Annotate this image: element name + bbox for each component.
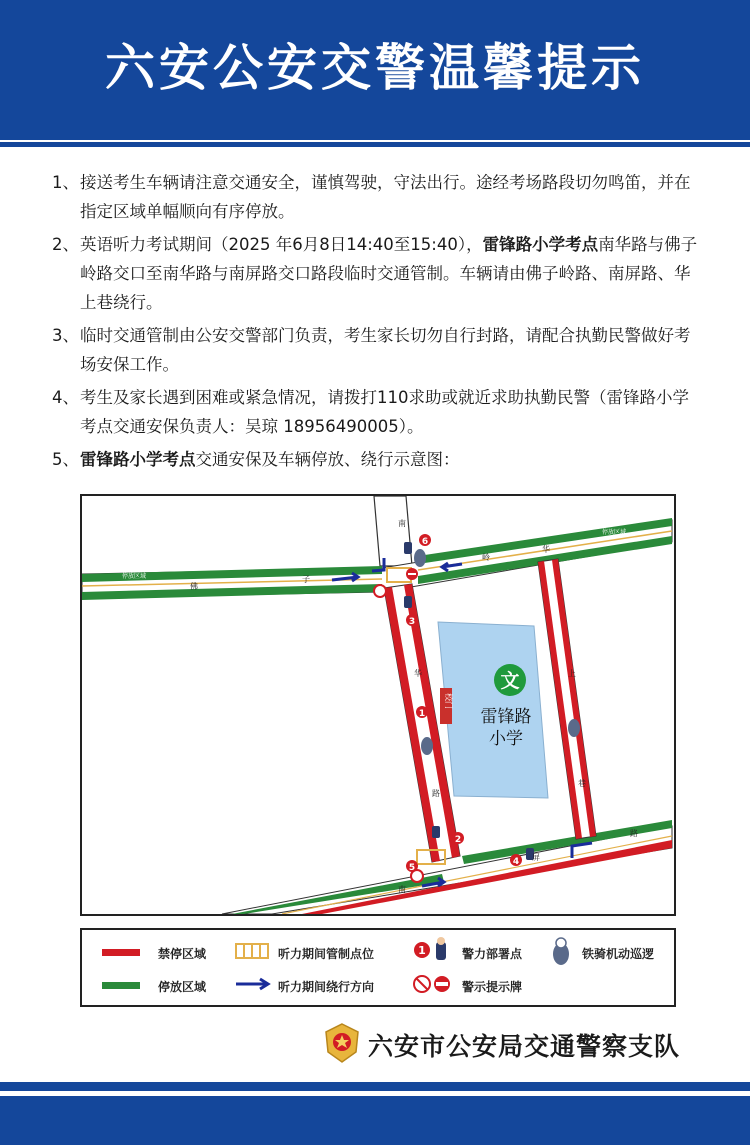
road-label: 华 bbox=[542, 545, 550, 554]
gate-label: 校门 bbox=[444, 693, 453, 709]
police-post-icon bbox=[412, 936, 454, 964]
road-label: 巷 bbox=[578, 779, 586, 788]
legend-no-parking-swatch bbox=[102, 949, 140, 956]
header-stripe bbox=[0, 142, 750, 147]
legend-barrier-label: 听力期间管制点位 bbox=[278, 947, 375, 961]
road-label: 路 bbox=[630, 829, 638, 838]
detour-arrow-icon bbox=[234, 976, 274, 992]
road-north-extension bbox=[374, 496, 412, 566]
legend-parking-swatch bbox=[102, 982, 140, 989]
legend-police-post-label: 警力部署点 bbox=[462, 947, 523, 961]
road-label: 上 bbox=[568, 669, 576, 678]
notice-list bbox=[52, 168, 702, 478]
warning-sign-icon bbox=[412, 972, 454, 996]
school-name-line2: 小学 bbox=[489, 729, 523, 749]
legend bbox=[80, 928, 676, 1007]
motor-patrol-icon bbox=[421, 737, 433, 755]
bottom-stripe bbox=[0, 1082, 750, 1091]
svg-text:1: 1 bbox=[418, 709, 426, 719]
road-label: 子 bbox=[302, 575, 310, 584]
school-name-line1: 雷锋路 bbox=[480, 707, 532, 727]
motor-patrol-icon bbox=[414, 549, 426, 567]
legend-warning-sign-label: 警示提示牌 bbox=[462, 980, 523, 994]
police-figure bbox=[404, 542, 412, 554]
notice-item: 5、 雷锋路小学考点交通安保及车辆停放、绕行示意图： bbox=[52, 450, 460, 469]
legend-parking-label: 停放区域 bbox=[158, 980, 207, 994]
road-label: 南 bbox=[398, 519, 406, 528]
svg-text:2: 2 bbox=[454, 835, 462, 845]
warning-sign bbox=[374, 585, 386, 597]
legend-no-parking-label: 禁停区域 bbox=[158, 947, 207, 961]
police-emblem-icon bbox=[322, 1022, 362, 1064]
road-label: 南 bbox=[398, 885, 406, 894]
traffic-map bbox=[80, 494, 676, 916]
svg-text:4: 4 bbox=[512, 857, 520, 867]
footer bbox=[320, 1022, 740, 1064]
legend-detour-label: 听力期间绕行方向 bbox=[278, 980, 375, 994]
svg-text:1: 1 bbox=[418, 944, 426, 957]
police-figure bbox=[432, 826, 440, 838]
road-label: 华 bbox=[414, 669, 422, 678]
svg-text:3: 3 bbox=[408, 617, 416, 627]
barrier-icon bbox=[234, 940, 270, 962]
page-title: 六安公安交警温馨提示 bbox=[105, 39, 645, 97]
notice-item: 3、 临时交通管制由公安交警部门负责，考生家长切勿自行封路，请配合执勤民警做好考场安保工作。 bbox=[52, 326, 691, 374]
parking-label: 停放区域 bbox=[602, 529, 627, 536]
notice-item: 4、 考生及家长遇到困难或紧急情况，请拨打110求助或就近求助执勤民警（雷锋路小学考点交通安保负责人：吴琼 18956490005）。 bbox=[52, 388, 689, 436]
road-label: 屏 bbox=[532, 853, 540, 862]
parking-label: 停放区域 bbox=[122, 573, 147, 580]
center-line-south bbox=[282, 836, 672, 914]
motor-patrol-icon bbox=[568, 719, 580, 737]
motor-patrol-icon bbox=[548, 936, 574, 966]
notice-item: 1、 接送考生车辆请注意交通安全，谨慎驾驶，守法出行。途经考场路段切勿鸣笛，并在指定区域单幅顺向有序停放。 bbox=[52, 173, 691, 221]
map-svg bbox=[82, 496, 674, 914]
bottom-band bbox=[0, 1096, 750, 1145]
footer-org-name: 六安市公安局交通警察支队 bbox=[368, 1032, 681, 1061]
notice-item: 2、 英语听力考试期间（2025 年6月8日14:40至15:40），雷锋路小学考点南华路与佛子岭路交口至南华路与南屏路交口路段临时交通管制。车辆请由佛子岭路、南屏路、华上巷绕行。 bbox=[52, 235, 698, 312]
road-label: 岭 bbox=[482, 553, 490, 562]
legend-motor-patrol-label: 铁骑机动巡逻 bbox=[582, 947, 655, 961]
school-badge-text: 文 bbox=[500, 670, 520, 692]
svg-text:6: 6 bbox=[421, 537, 429, 547]
road-label: 佛 bbox=[190, 582, 198, 591]
police-figure bbox=[404, 596, 412, 608]
road-label: 路 bbox=[432, 789, 440, 798]
svg-text:5: 5 bbox=[408, 863, 416, 873]
